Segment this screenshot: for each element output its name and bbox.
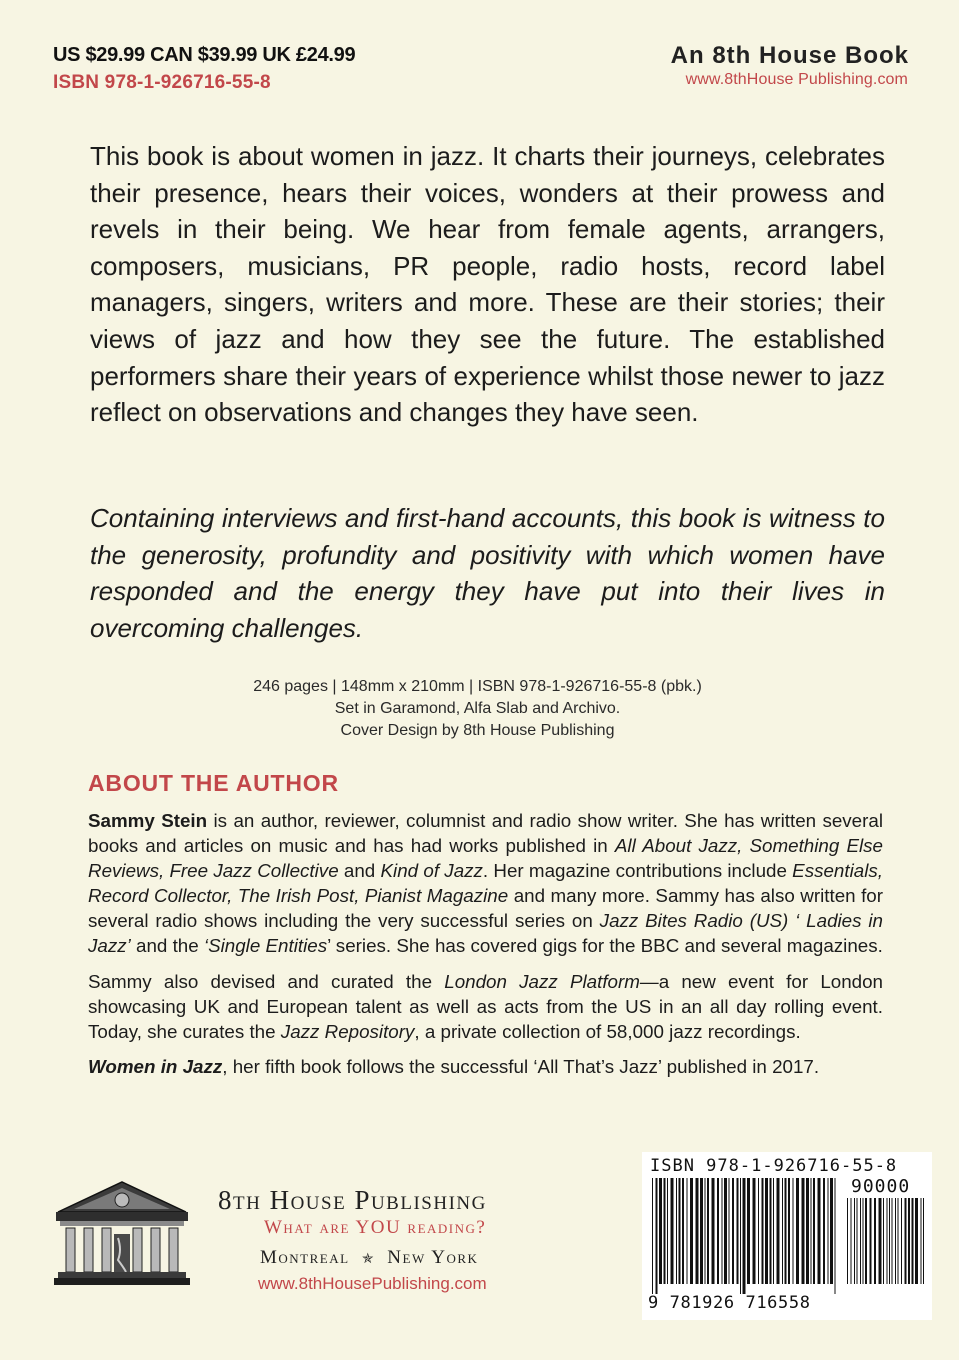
blurb-paragraph: This book is about women in jazz. It charts their journeys, celebrates their presence, hears their voices, wonders at their prowess and revels in their being. We hear from female agents, arrangers, composers, musicians, PR people, radio hosts, record label managers, singers, writers and more. These are their stories; their views of jazz and how they see the future. The established performers share their years of experience whilst those newer to jazz reflect on observations and changes they have seen. (90, 141, 885, 428)
barcode-bar (724, 1178, 727, 1284)
barcode-bar (895, 1198, 896, 1284)
specs-line-pages: 246 pages | 148mm x 210mm | ISBN 978-1-926716-55-8 (pbk.) (253, 678, 702, 695)
bio-italic: London Jazz Platform (444, 970, 640, 992)
barcode-bar (732, 1178, 734, 1284)
barcode-price-code: 90000 (851, 1176, 911, 1197)
bio-italic: Essentials, Record Collector, The Irish Post, Pianist Magazine (88, 860, 883, 907)
barcode-bar (802, 1178, 805, 1284)
bio-text: , a private collection of 58,000 jazz recordings. (414, 1020, 801, 1042)
barcode-bar (667, 1178, 668, 1284)
barcode-bar (707, 1178, 709, 1284)
barcode-bar (762, 1178, 764, 1284)
barcode-bar (758, 1178, 759, 1284)
barcode-isbn: ISBN 978-1-926716-55-8 (650, 1156, 898, 1176)
barcode-bar (659, 1178, 662, 1284)
bio-text: ’ series. She has covered gigs for the BBC and several magazines. (327, 935, 883, 957)
bio-paragraph-3 (88, 1054, 883, 1079)
author-bio (88, 808, 883, 1089)
barcode-bar (671, 1178, 674, 1284)
barcode-bar (857, 1198, 858, 1284)
barcode-bar (863, 1198, 864, 1284)
barcode-bar (813, 1178, 815, 1284)
star-icon: ✯ (361, 1252, 376, 1267)
barcode-bar (905, 1198, 907, 1284)
imprint-url: www.8thHouse Publishing.com (685, 71, 908, 88)
barcode-bar (782, 1178, 783, 1284)
bio-text: and (338, 860, 381, 882)
bio-text: is an author, reviewer, columnist and radio show writer. She has written several books and articles on music and has had works published in (88, 810, 884, 857)
publisher-name: 8th House Publishing (218, 1185, 487, 1215)
barcode-bar (879, 1198, 882, 1284)
barcode-bar (828, 1178, 829, 1284)
publisher-cities (260, 1247, 478, 1269)
bio-text: Sammy also devised and curated the (88, 970, 445, 992)
barcode-bar (682, 1178, 684, 1284)
barcode-bar (870, 1198, 872, 1284)
barcode-bar (898, 1198, 899, 1284)
barcode-bar (883, 1198, 884, 1284)
barcode-bar (796, 1178, 799, 1284)
barcode-bar (770, 1178, 772, 1284)
bio-text: , her fifth book follows the successful ‘All That’s Jazz’ published in 2017. (222, 1055, 820, 1077)
book-title: Women in Jazz (88, 1055, 223, 1077)
price-line: US $29.99 CAN $39.99 UK £24.99 (53, 44, 356, 66)
specs-line-fonts: Set in Garamond, Alfa Slab and Archivo. (334, 700, 621, 717)
book-specs (90, 676, 865, 742)
barcode-bar (722, 1178, 723, 1284)
publisher-tagline: What are YOU reading? (264, 1217, 487, 1238)
barcode-bar (793, 1178, 794, 1284)
bio-paragraph-1 (88, 808, 883, 959)
publisher-url: www.8thHousePublishing.com (258, 1274, 487, 1293)
bio-italic: ‘Single Entities (203, 935, 328, 957)
bio-text: and many more. Sammy has also written for several radio shows including the very successful series on (88, 885, 883, 932)
barcode-bar (687, 1178, 688, 1284)
barcode-bar (788, 1178, 790, 1284)
ean-barcode-icon (650, 1178, 838, 1294)
barcode-bar (729, 1178, 730, 1284)
city-montreal: Montreal (260, 1247, 350, 1268)
barcode-bar (823, 1178, 825, 1284)
barcode-bar (892, 1198, 893, 1284)
barcode-bar (690, 1178, 693, 1284)
barcode-bar (835, 1178, 836, 1294)
author-name: Sammy Stein (88, 810, 208, 831)
barcode-bar (908, 1198, 910, 1284)
bio-text: —a new event for London showcasing UK and European talent as well as acts from the US in an all day rolling event. Today, she curates the (88, 970, 883, 1042)
barcode-bar (712, 1178, 715, 1284)
barcode-bar (679, 1178, 681, 1284)
bio-italic: All About Jazz, Something Else Reviews, Free Jazz Collective (88, 835, 884, 882)
isbn-header: ISBN 978-1-926716-55-8 (53, 72, 271, 93)
barcode-bar (700, 1178, 703, 1284)
barcode-bar (773, 1178, 774, 1284)
barcode-bar (912, 1198, 914, 1284)
barcode-bar (652, 1178, 653, 1294)
barcode-bar (830, 1178, 833, 1284)
bio-italic: Kind of Jazz (380, 860, 483, 882)
barcode-bar (785, 1178, 787, 1284)
bio-paragraph-2 (88, 969, 883, 1044)
bio-italic: Jazz Bites Radio (US) ‘ Ladies in Jazz’ (88, 910, 883, 957)
barcode-bar (743, 1178, 746, 1294)
barcode-bar (806, 1178, 809, 1284)
about-author-heading: ABOUT THE AUTHOR (88, 770, 339, 796)
barcode-bar (889, 1198, 890, 1284)
barcode-bar (901, 1198, 902, 1284)
bio-italic: Jazz Repository (280, 1020, 415, 1042)
temple-logo-icon (52, 1178, 192, 1288)
barcode-bar (777, 1178, 780, 1284)
barcode-bar (696, 1178, 699, 1284)
barcode-bar (747, 1178, 750, 1284)
barcode-bar (753, 1178, 756, 1284)
addon-barcode-icon (845, 1198, 927, 1294)
barcode-bar (656, 1178, 658, 1294)
barcode-bar (921, 1198, 922, 1284)
barcode-bar (737, 1178, 739, 1284)
imprint-title: An 8th House Book (670, 42, 909, 69)
city-new-york: New York (387, 1247, 479, 1268)
barcode-bar (851, 1198, 852, 1284)
barcode-bar (847, 1198, 848, 1284)
barcode-bar (676, 1178, 677, 1284)
barcode-bar (664, 1178, 666, 1284)
barcode-bar (887, 1198, 888, 1284)
barcode-bar (860, 1198, 861, 1284)
barcode-bar (923, 1198, 924, 1284)
barcode-bar (765, 1178, 768, 1284)
barcode-bar (874, 1198, 876, 1284)
specs-line-design: Cover Design by 8th House Publishing (340, 722, 615, 739)
barcode-bar (740, 1178, 741, 1294)
barcode-bar (717, 1178, 719, 1284)
bio-text: and the (130, 935, 204, 957)
barcode-bar (854, 1198, 855, 1284)
barcode-bar (818, 1178, 821, 1284)
bio-text: . Her magazine contributions include (482, 860, 793, 882)
barcode-digits: 9 781926 716558 (648, 1293, 811, 1313)
barcode-bar (915, 1198, 918, 1284)
barcode-bar (865, 1198, 867, 1284)
blurb-italic-paragraph: Containing interviews and first-hand accounts, this book is witness to the generosity, profundity and positivity with which women have responded and the energy they have put into their lives in overcoming challenges. (90, 503, 885, 643)
barcode-bar (705, 1178, 706, 1284)
barcode-bar (811, 1178, 812, 1284)
